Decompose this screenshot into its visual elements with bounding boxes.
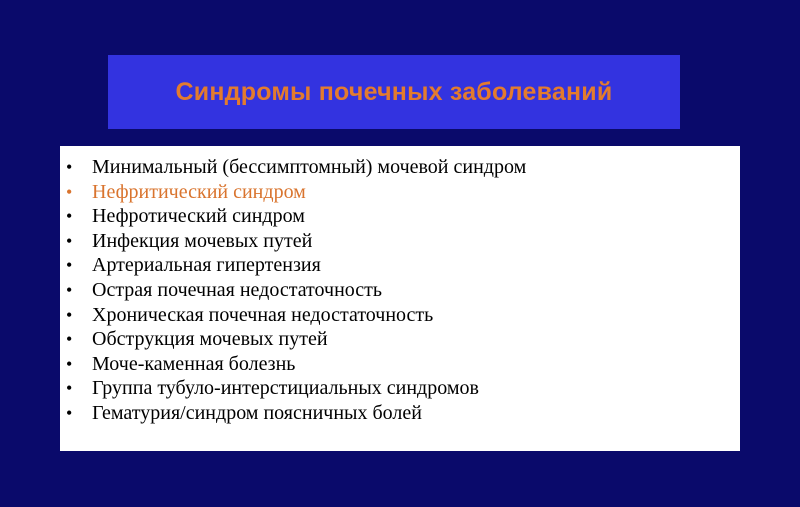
list-item-text: Инфекция мочевых путей bbox=[92, 229, 313, 252]
bullet-icon: • bbox=[66, 329, 73, 350]
list-item-text: Минимальный (бессимптомный) мочевой синдром bbox=[92, 156, 527, 178]
list-item bbox=[66, 304, 526, 329]
bullet-icon: • bbox=[66, 255, 73, 276]
bullet-icon: • bbox=[66, 279, 73, 300]
list-item-highlighted bbox=[66, 181, 526, 206]
list-item bbox=[66, 377, 526, 402]
bullet-icon: • bbox=[66, 230, 73, 251]
list-item-text: Группа тубуло-интерстициальных синдромов bbox=[92, 377, 479, 400]
list-item bbox=[66, 254, 526, 279]
list-item-text: Нефритический синдром bbox=[92, 180, 306, 203]
list-item bbox=[66, 328, 526, 353]
list-item bbox=[66, 402, 526, 427]
bullet-icon: • bbox=[66, 353, 73, 374]
slide-title: Синдромы почечных заболеваний bbox=[175, 77, 613, 106]
list-item-text: Острая почечная недостаточность bbox=[92, 278, 383, 301]
list-item-text: Обструкция мочевых путей bbox=[92, 328, 328, 351]
list-item bbox=[66, 156, 526, 181]
bullet-icon: • bbox=[66, 402, 73, 423]
list-item bbox=[66, 279, 526, 304]
list-item-text: Гематурия/синдром поясничных болей bbox=[92, 401, 422, 424]
title-box bbox=[108, 55, 680, 129]
list-item bbox=[66, 205, 526, 230]
list-item-text: Моче-каменная болезнь bbox=[92, 352, 296, 375]
content-box bbox=[60, 146, 740, 451]
list-item-text: Нефротический синдром bbox=[92, 205, 305, 228]
bullet-icon: • bbox=[66, 181, 73, 202]
list-item bbox=[66, 230, 526, 255]
syndrome-list bbox=[66, 156, 526, 427]
list-item-text: Артериальная гипертензия bbox=[92, 254, 321, 277]
list-item bbox=[66, 353, 526, 378]
bullet-icon: • bbox=[66, 378, 73, 399]
bullet-icon: • bbox=[66, 157, 73, 177]
list-item-text: Хроническая почечная недостаточность bbox=[92, 303, 434, 326]
bullet-icon: • bbox=[66, 206, 73, 227]
bullet-icon: • bbox=[66, 304, 73, 325]
